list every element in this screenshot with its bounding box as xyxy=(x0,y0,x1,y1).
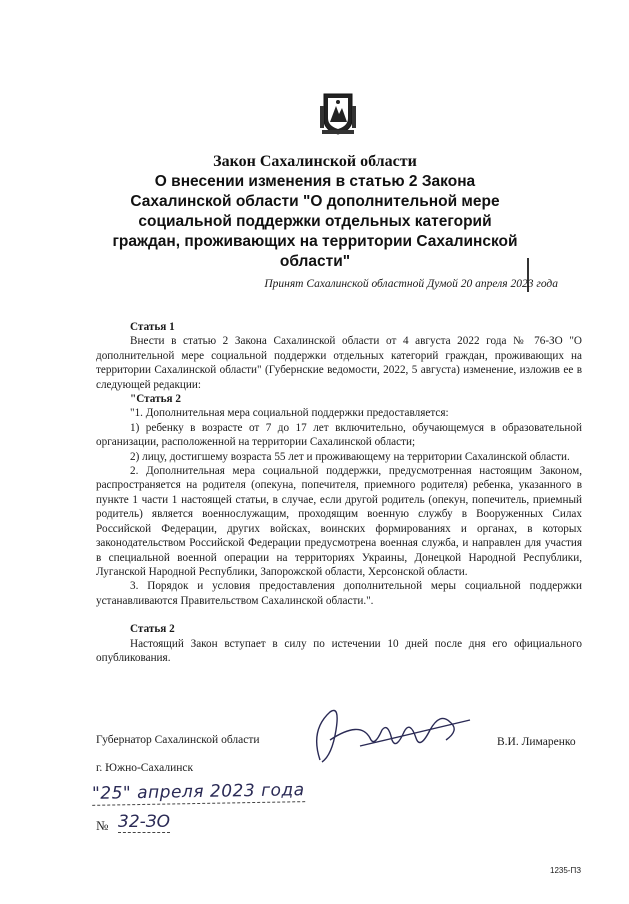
title-line: Закон Сахалинской области xyxy=(213,153,417,170)
handwritten-date: "25" апреля 2023 года xyxy=(91,780,305,804)
coat-of-arms-icon xyxy=(320,92,356,136)
law-title xyxy=(90,152,540,272)
paragraph: Настоящий Закон вступает в силу по истечении 10 дней после дня его официального опубликования. xyxy=(96,637,582,664)
law-number: 32-ЗО xyxy=(118,812,171,832)
signing-date xyxy=(92,780,305,804)
governor-name: В.И. Лимаренко xyxy=(497,736,576,748)
handwritten-signature-icon xyxy=(300,700,480,770)
title-line: Сахалинской области "О дополнительной мере xyxy=(130,193,500,210)
title-line: социальной поддержки отдельных категорий xyxy=(138,213,492,230)
number-label: № xyxy=(96,818,109,833)
paragraph: 3. Порядок и условия предоставления дополнительной меры социальной поддержки устанавливаются Правительством Сахалинской области.". xyxy=(96,580,582,607)
footer-code: 1235-ПЗ xyxy=(550,866,582,875)
article-heading: Статья 1 xyxy=(130,321,175,333)
law-body xyxy=(96,320,582,665)
paragraph: 2) лицу, достигшему возраста 55 лет и проживающему на территории Сахалинской области. xyxy=(130,450,570,463)
city: г. Южно-Сахалинск xyxy=(96,762,194,774)
paragraph: 1) ребенку в возрасте от 7 до 17 лет включительно, обучающемуся в образовательной организации, расположенной на территории Сахалинской области; xyxy=(96,421,582,449)
title-line: О внесении изменения в статью 2 Закона xyxy=(154,173,476,190)
title-line: области" xyxy=(279,253,351,270)
article-heading: Статья 2 xyxy=(130,623,175,636)
article-heading: "Статья 2 xyxy=(130,393,181,406)
adoption-note: Принят Сахалинской областной Думой 20 апреля 2023 года xyxy=(264,278,558,290)
title-line: граждан, проживающих на территории Сахалинской xyxy=(112,233,518,250)
paragraph: "1. Дополнительная мера социальной поддержки предоставляется: xyxy=(130,407,449,420)
governor-title: Губернатор Сахалинской области xyxy=(96,734,260,746)
paragraph: 2. Дополнительная мера социальной поддержки, предусмотренная настоящим Законом, распространяется на родителя (опекуна, попечителя, приемного родителя) ребенка, указанного в пункте 1 части 1 настоящей статьи, в случае, если другой родитель (опекун, попечитель, приемный родитель) является военнослужащим, проходящим военную службу в Вооруженных Силах Российской Федерации, других войсках, воинских формированиях и органах, в которых законодательством Российской Федерации предусмотрена военная служба, и направлен для участия в специальной военной операции на территориях Украины, Донецкой Народной Республики, Луганской Народной Республики, Запорожской области, Херсонской области. xyxy=(96,465,582,578)
paragraph: Внести в статью 2 Закона Сахалинской области от 4 августа 2022 года № 76-ЗО "О дополнительной мере социальной поддержки отдельных категорий граждан, проживающих на территории Сахалинской области" (Губернские ведомости, 2022, 5 августа) изменение, изложив ее в следующей редакции: xyxy=(96,335,582,391)
